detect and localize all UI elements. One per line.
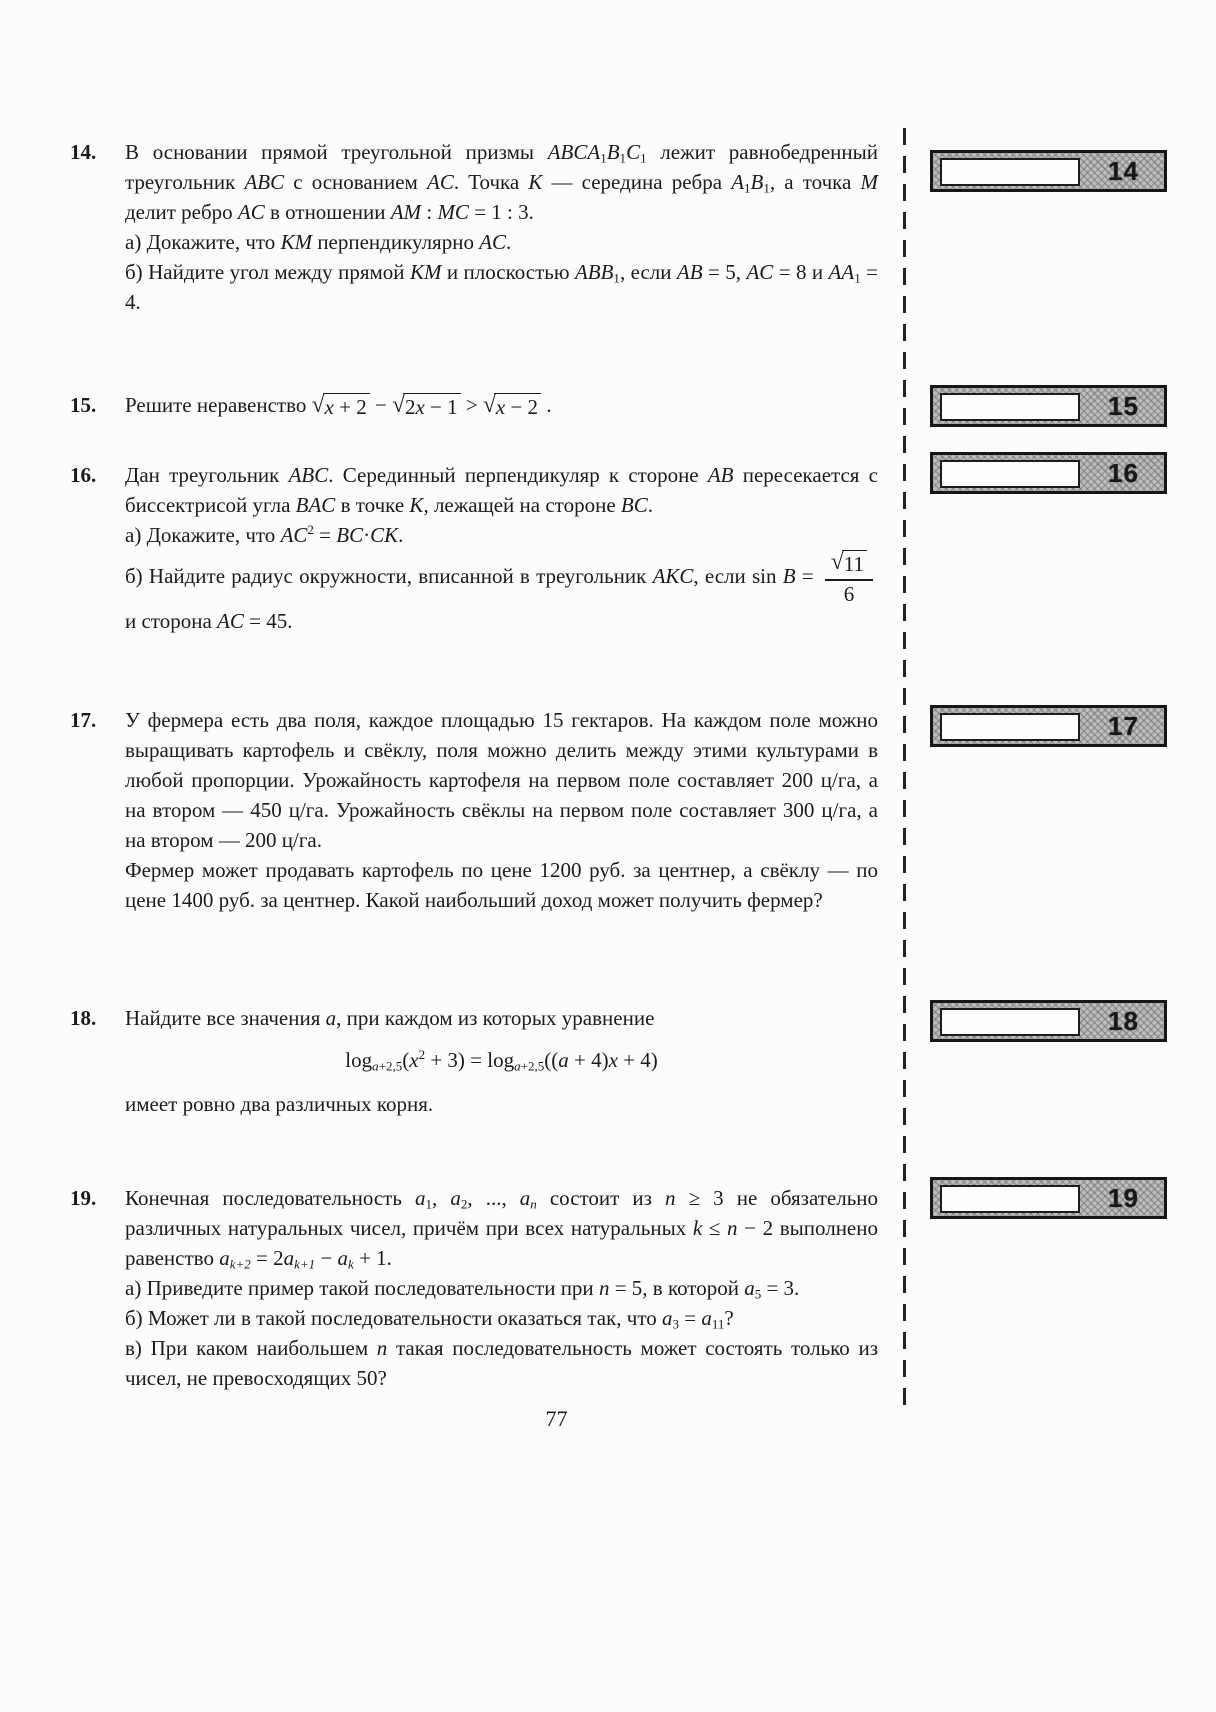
problem-paragraph: Решите неравенство √ x + 2 − √ 2x − 1 > √ x − 2 . — [125, 392, 552, 419]
problem-paragraph: а) Докажите, что $AC^2 = BC\cdot CK$. — [125, 522, 404, 547]
problem-paragraph: Конечная последовательность a1, a2, ..., an состоит из n ≥ 3 не обязательно различных натуральных чисел, причём при всех натуральных k ≤ n − 2 выполнено равенство ak+2 = 2ak+1 − ak + 1. — [125, 1186, 879, 1272]
answer-box-15 — [930, 385, 1167, 427]
problem-body — [125, 1003, 878, 1119]
answer-box-label-18: 18 — [1108, 1006, 1139, 1036]
answer-field-15[interactable] — [940, 393, 1080, 421]
problem-paragraph: имеет ровно два различных корня. — [125, 1092, 434, 1116]
margin-dashed-line — [903, 128, 906, 1410]
problem-paragraph: б) Может ли в такой последовательности оказаться так, что a3 = a11? — [125, 1306, 734, 1332]
answer-field-17[interactable] — [940, 713, 1080, 741]
problem-paragraph: В основании прямой треугольной призмы ABCA1B1C1 лежит равнобедренный треугольник ABC с основанием AC. Точка K — середина ребра A1B1, а точка M делит ребро AC в отношении AM : MC = 1 : 3. — [125, 140, 879, 224]
problem-body — [125, 705, 878, 915]
problem-paragraph: Фермер может продавать картофель по цене 1200 руб. за центнер, а свёклу — по цене 1400 руб. за центнер. Какой наибольший доход может получить фермер? — [125, 858, 878, 912]
problem-paragraph: в) При каком наибольшем n такая последовательность может состоять только из чисел, не превосходящих 50? — [125, 1336, 878, 1390]
answer-box-label-16: 16 — [1108, 458, 1139, 488]
answer-box-label-14: 14 — [1108, 156, 1139, 186]
problem-paragraph: б) Найдите угол между прямой KM и плоскостью ABB1, если AB = 5, AC = 8 и AA1 = 4. — [125, 260, 878, 314]
answer-box-17 — [930, 705, 1167, 747]
answer-field-14[interactable] — [940, 158, 1080, 186]
answer-box-label-15: 15 — [1108, 391, 1139, 421]
problem-body — [125, 1183, 878, 1393]
problem-paragraph: Найдите все значения a, при каждом из которых уравнение — [125, 1006, 655, 1030]
problem-body — [125, 460, 878, 636]
problem-paragraph: а) Докажите, что KM перпендикулярно AC. — [125, 230, 512, 254]
answer-box-label-19: 19 — [1108, 1183, 1139, 1213]
problem-number: 14. — [70, 140, 97, 164]
problem-number: 19. — [70, 1186, 97, 1210]
problem-equation: $\log a+2,5(x^2 + 3) = \log a+2,5((a + 4)x + 4)$ — [345, 1047, 658, 1074]
problem-number: 15. — [70, 393, 97, 417]
answer-field-18[interactable] — [940, 1008, 1080, 1036]
problem-number: 17. — [70, 708, 97, 732]
answer-field-19[interactable] — [940, 1185, 1080, 1213]
answer-box-19 — [930, 1177, 1167, 1219]
problem-paragraph: Дан треугольник ABC. Серединный перпендикуляр к стороне AB пересекается с биссектрисой угла BAC в точке K, лежащей на стороне BC. — [125, 463, 878, 517]
problem-paragraph: а) Приведите пример такой последовательности при n = 5, в которой a5 = 3. — [125, 1276, 800, 1302]
problem-body — [125, 390, 878, 420]
problem-paragraph: У фермера есть два поля, каждое площадью 15 гектаров. На каждом поле можно выращивать картофель и свёклу, поля можно делить между этими культурами в любой пропорции. Урожайность картофеля на первом поле составляет 200 ц/га, а на втором — 450 ц/га. Урожайность свёклы на первом поле составляет 300 ц/га, а на втором — 200 ц/га. — [125, 708, 878, 852]
page-number: 77 — [545, 1406, 568, 1431]
problem-body — [125, 137, 878, 317]
problem-number: 18. — [70, 1006, 97, 1030]
problem-number: 16. — [70, 463, 97, 487]
answer-field-16[interactable] — [940, 460, 1080, 488]
problem-paragraph: б) Найдите радиус окружности, вписанной в треугольник AKC, если sin B = √ 11 6 и сторона AC = 45. — [125, 550, 878, 636]
answer-box-16 — [930, 452, 1167, 494]
answer-box-label-17: 17 — [1108, 711, 1139, 741]
answer-box-18 — [930, 1000, 1167, 1042]
answer-box-14 — [930, 150, 1167, 192]
